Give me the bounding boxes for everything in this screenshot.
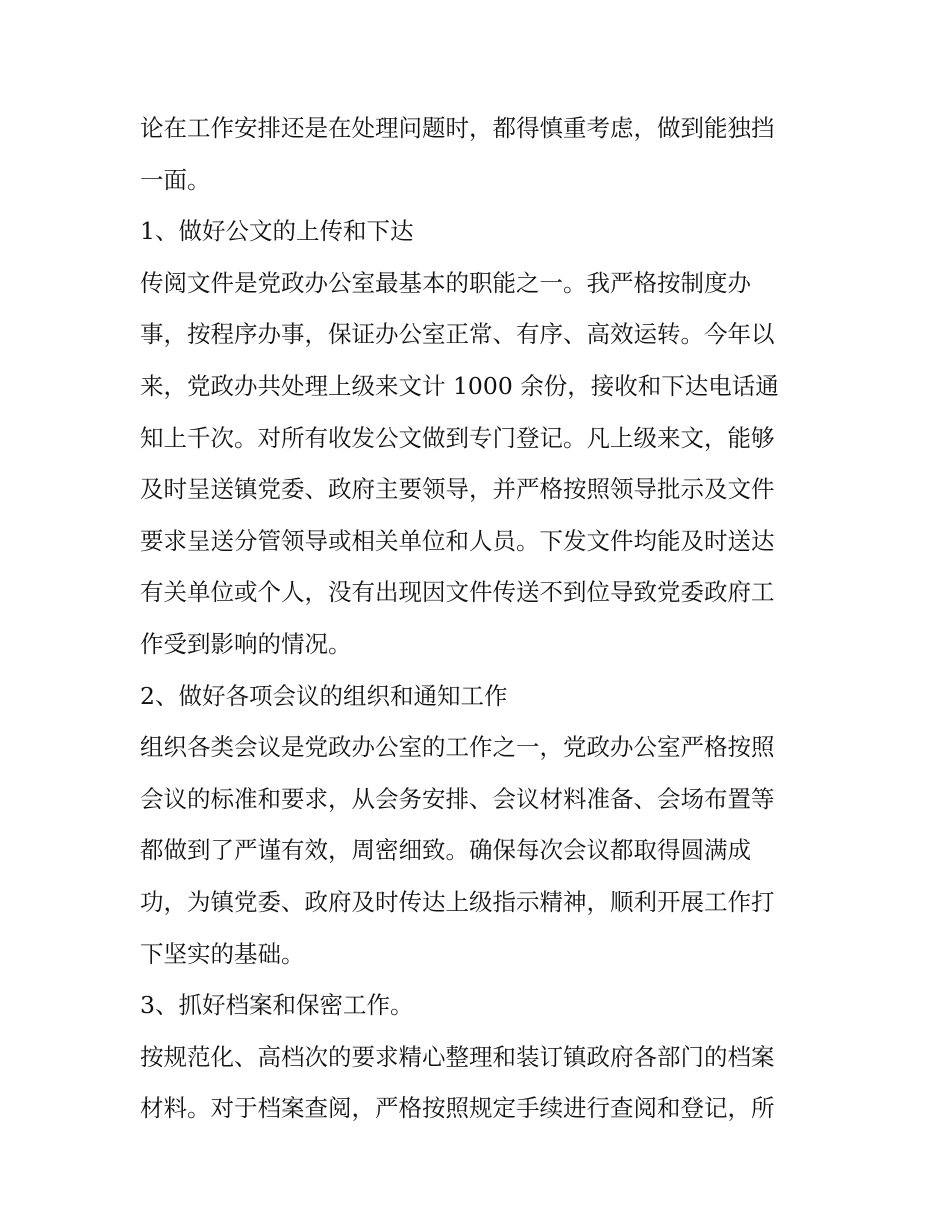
text-line: 按规范化、高档次的要求精心整理和装订镇政府各部门的档案	[140, 1042, 775, 1071]
text-line: 来，党政办共处理上级来文计 1000 余份，接收和下达电话通	[140, 371, 779, 400]
text-line: 会议的标准和要求，从会务安排、会议材料准备、会场布置等	[140, 784, 775, 813]
text-line: 都做到了严谨有效，周密细致。确保每次会议都取得圆满成	[140, 836, 751, 865]
text-line: 传阅文件是党政办公室最基本的职能之一。我严格按制度办	[140, 268, 751, 297]
text-line: 事，按程序办事，保证办公室正常、有序、高效运转。今年以	[140, 320, 775, 349]
text-line: 下坚实的基础。	[140, 939, 305, 968]
text-line: 知上千次。对所有收发公文做到专门登记。凡上级来文，能够	[140, 423, 775, 452]
text-line: 有关单位或个人，没有出现因文件传送不到位导致党委政府工	[140, 578, 775, 607]
section-heading: 3、抓好档案和保密工作。	[140, 991, 414, 1020]
section-heading: 1、做好公文的上传和下达	[140, 217, 414, 246]
text-line: 功，为镇党委、政府及时传达上级指示精神，顺利开展工作打	[140, 887, 775, 916]
document-body	[140, 103, 816, 1135]
text-line: 组织各类会议是党政办公室的工作之一，党政办公室严格按照	[140, 733, 775, 762]
text-line: 材料。对于档案查阅，严格按照规定手续进行查阅和登记，所	[140, 1094, 775, 1123]
text-line: 及时呈送镇党委、政府主要领导，并严格按照领导批示及文件	[140, 475, 775, 504]
text-line: 论在工作安排还是在处理问题时，都得慎重考虑，做到能独挡	[140, 114, 775, 142]
text-line: 一面。	[140, 165, 211, 194]
text-line: 要求呈送分管领导或相关单位和人员。下发文件均能及时送达	[140, 526, 775, 555]
text-line: 作受到影响的情况。	[140, 629, 352, 658]
section-heading: 2、做好各项会议的组织和通知工作	[140, 681, 508, 710]
